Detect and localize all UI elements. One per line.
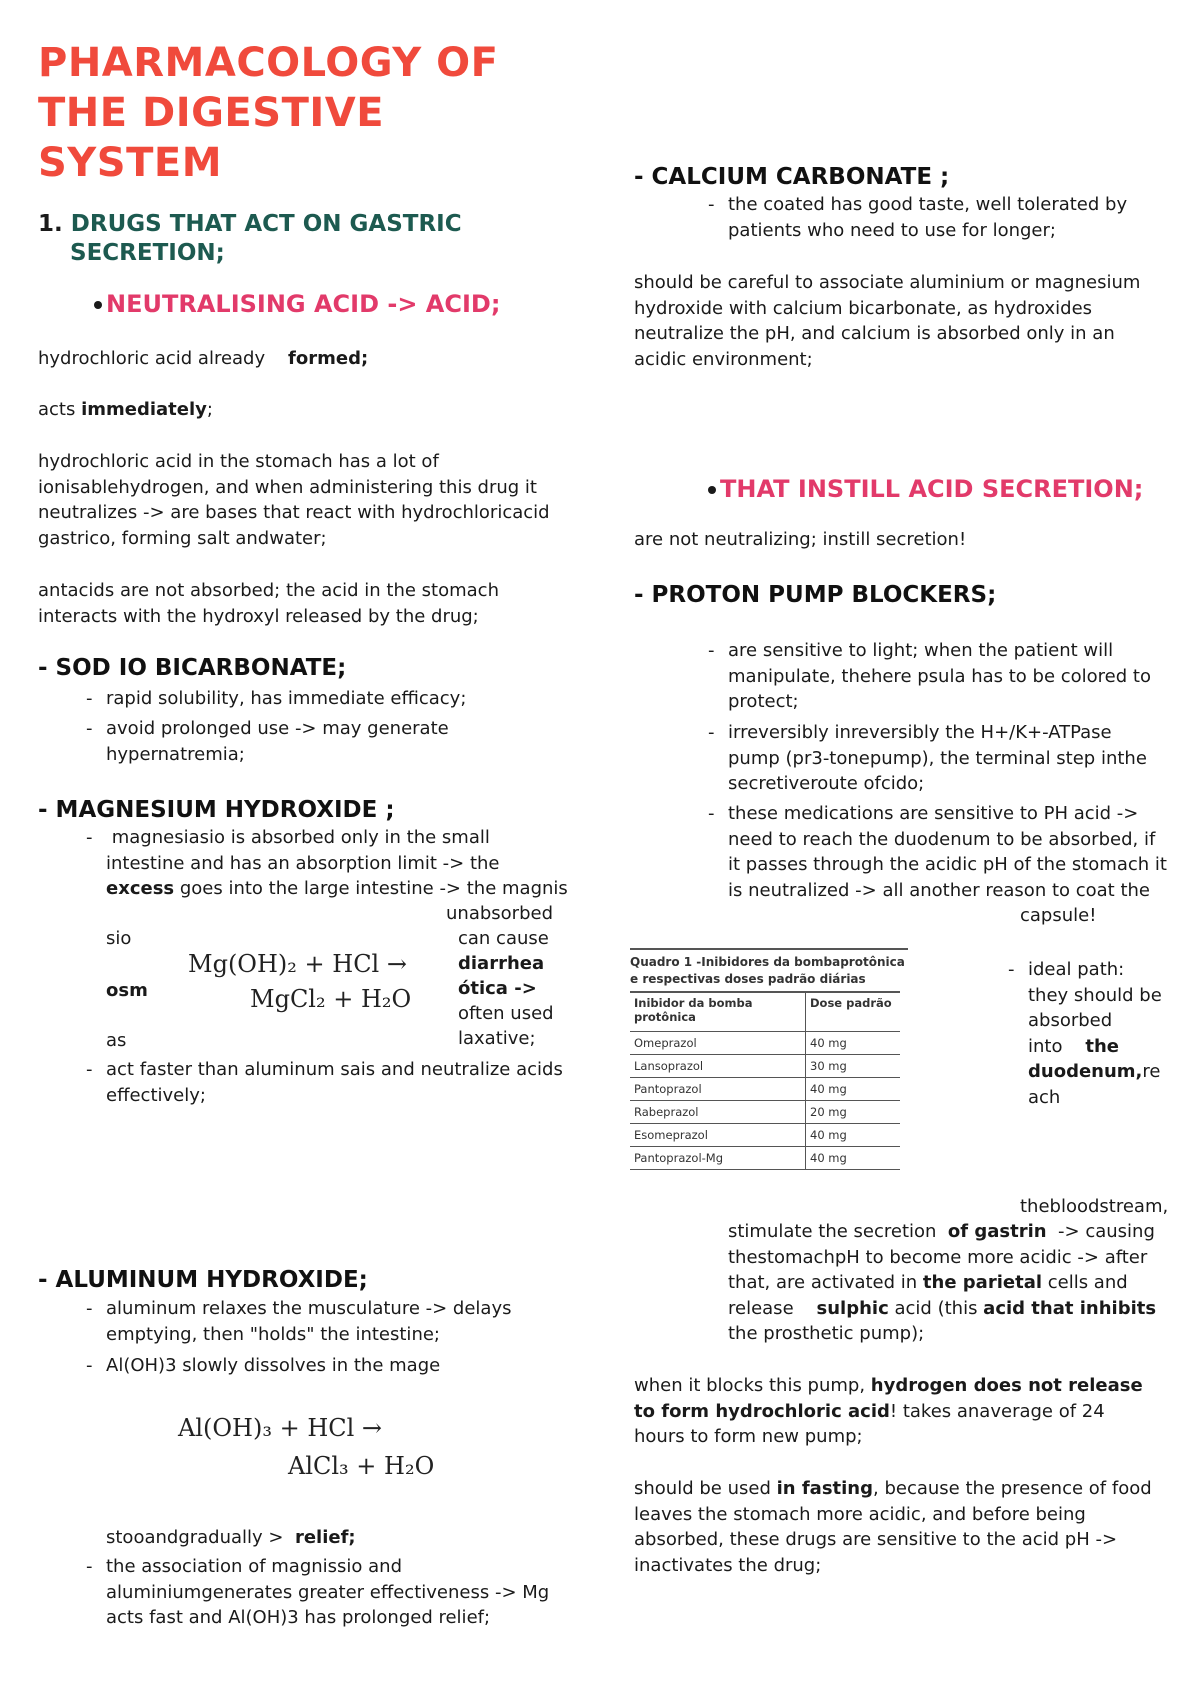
dash: - [86,1298,93,1319]
relief-text: stooandgradually > [106,1527,284,1548]
cont-text: that, are activated in [728,1272,923,1293]
cont-bold: sulphic [816,1297,889,1319]
table-cell: 30 mg [806,1055,901,1078]
calcium-paragraph [634,270,1140,372]
table-cell: 40 mg [806,1078,901,1101]
ppi-b3-line: it passes through the acidic pH of the stomach it [728,854,1167,875]
aluminum-bullet-3 [106,1554,549,1631]
dash: - [708,640,715,661]
page-title: PHARMACOLOGY OF THE DIGESTIVE SYSTEM [38,40,499,186]
mg-left-line: sio [106,928,132,949]
ppi-p1-bold: hydrogen does not release [870,1375,1143,1396]
calcium-bullet-1 [728,192,1127,243]
sodio-b2-line: avoid prolonged use -> may generate [106,718,449,739]
mg-right-line: unabsorbed [446,903,553,924]
p2-end: ; [206,399,213,420]
table-cell: Pantoprazol [630,1078,806,1101]
table-cell: Rabeprazol [630,1101,806,1124]
ppi-bloodstream: thebloodstream, [1020,1196,1169,1217]
ppi-paragraph-2 [634,1476,1194,1578]
p3-line: ionisablehydrogen, and when administering this drug it [38,476,537,498]
table-header-row [630,992,900,1032]
dash: - [86,1059,93,1080]
mg-right-line [458,976,537,1002]
cont-bold: of gastrin [947,1221,1047,1242]
ppi-p1-line: hours to form new pump; [634,1426,863,1447]
al-b1-line: aluminum relaxes the musculature -> delays [106,1298,512,1319]
table-row [630,1032,900,1055]
aluminum-bullet-1 [106,1296,511,1347]
p1-text: hydrochloric acid already [38,348,266,369]
calcium-heading: - CALCIUM CARBONATE ; [634,164,950,190]
mg-right-line: diarrhea [458,953,545,974]
mg-right-line: can cause [458,928,549,949]
cont-line: thestomachpH to become more acidic -> after [728,1246,1148,1268]
section-heading-line1: DRUGS THAT ACT ON GASTRIC [70,211,462,237]
instill-heading [708,475,1143,503]
cont-text: cells and [1042,1272,1128,1293]
table-caption [630,948,908,988]
cont-text: acid (this [888,1297,984,1319]
mg-left-line: osm [106,980,148,1001]
instill-heading-text: THAT INSTILL ACID SECRETION; [720,475,1144,503]
section-number: 1. [38,211,63,237]
dash: - [708,722,715,743]
ca-p-line: hydroxide with calcium bicarbonate, as hydroxides [634,297,1093,319]
table-row [630,1078,900,1101]
table-cell: Pantoprazol-Mg [630,1147,806,1170]
neutralising-p2 [38,397,213,423]
ppi-p2-text: , because the presence of food [873,1478,1152,1499]
al-formula-line1: Al(OH)₃ + HCl → [178,1414,383,1442]
aluminum-heading: - ALUMINUM HYDROXIDE; [38,1267,368,1293]
aluminum-bullet-2: Al(OH)3 slowly dissolves in the mage [106,1355,441,1376]
ideal-the: the [1085,1035,1120,1057]
dash: - [86,1355,93,1376]
sodio-heading: - SOD IO BICARBONATE; [38,655,347,681]
cont-text: release [728,1297,794,1319]
ppi-heading: - PROTON PUMP BLOCKERS; [634,582,997,608]
ppi-paragraph-1 [634,1373,1194,1450]
magnesium-heading: - MAGNESIUM HYDROXIDE ; [38,797,395,823]
ppi-b3-line: is neutralized -> all another reason to coat the [728,879,1150,901]
table-row [630,1124,900,1147]
neutralising-p4 [38,578,499,629]
p4-line: interacts with the hydroxyl released by the drug; [38,605,479,627]
ppi-p2-line: inactivates the drug; [634,1554,822,1576]
table-caption-line: Quadro 1 -Inibidores da bombaprotônica [630,955,905,969]
table-header-cell: Inibidor da bomba protônica [630,992,806,1032]
cont-line: the prosthetic pump); [728,1323,925,1344]
mg-b2-line: effectively; [106,1084,206,1106]
ca-p-line: neutralize the pH, and calcium is absorbed only in an [634,323,1115,344]
ppi-b3-end: capsule! [1020,905,1097,926]
table-header-cell: Dose padrão [806,992,901,1032]
p3-line: neutralizes -> are bases that react with hydrochloricacid [38,502,550,523]
ppi-b2-line: secretiveroute ofcido; [728,773,925,794]
ppi-b2-line: irreversibly inreversibly the H+/K+-ATPase [728,722,1112,743]
magnesium-bullet-2 [106,1057,563,1108]
ppi-p1-text: ! takes anaverage of 24 [889,1400,1105,1422]
mg-line: goes into the large intestine -> the magnis [174,878,568,899]
ideal-line: ideal path: [1028,959,1125,980]
mg-formula-line2: MgCl₂ + H₂O [250,985,412,1013]
cont-text: stimulate the secretion [728,1221,937,1242]
mg-bold: excess [106,878,175,899]
section-heading [38,210,462,239]
mg-formula-line1: Mg(OH)₂ + HCl → [188,950,407,978]
dash: - [1008,959,1015,980]
al-b3-line: the association of magnissio and [106,1556,403,1577]
mg-right-line: laxative; [458,1028,536,1049]
al-b3-line: aluminiumgenerates greater effectiveness -> Mg [106,1581,550,1603]
mg-right-line: often used [458,1003,554,1024]
ppi-table-figure [630,948,908,1170]
mg-left-line: as [106,1030,127,1051]
ppi-p1-text: when it blocks this pump, [634,1375,871,1396]
p3-line: gastrico, forming salt andwater; [38,527,327,549]
ppi-bullet-3 [728,801,1188,903]
p2-text: acts [38,399,82,420]
table-row [630,1055,900,1078]
ideal-into: into [1028,1035,1063,1057]
ideal-path [1028,957,1198,1110]
mg-line: intestine and has an absorption limit -> the [106,852,500,874]
ca-b1-line: patients who need to use for longer; [728,219,1056,241]
dash: - [86,1556,93,1577]
dash: - [86,827,93,848]
ppi-p2-text: should be used [634,1478,777,1499]
ppi-p2-line: leaves the stomach more acidic, and before being [634,1503,1086,1525]
dash: - [86,688,93,709]
neutralising-heading [94,290,500,318]
table-cell: Esomeprazol [630,1124,806,1147]
table-row [630,1147,900,1170]
ppi-p2-line: absorbed, these drugs are sensitive to the acid pH -> [634,1529,1118,1550]
ppi-p1-bold: to form hydrochloric acid [634,1400,890,1422]
p2-bold: immediately [81,399,207,420]
ppi-continuation [728,1219,1188,1347]
table-cell: Lansoprazol [630,1055,806,1078]
ca-b1-line: the coated has good taste, well tolerated by [728,194,1128,215]
dash: - [86,718,93,739]
mg-line: magnesiasio is absorbed only in the small [111,827,490,848]
dash: - [708,194,715,215]
al-b3-line: acts fast and Al(OH)3 has prolonged relief; [106,1607,491,1628]
ppi-table [630,991,900,1170]
instill-paragraph: are not neutralizing; instill secretion! [634,529,967,550]
sodio-bullet-1: rapid solubility, has immediate efficacy; [106,688,467,709]
bullet-icon [708,486,716,494]
neutralising-heading-text: NEUTRALISING ACID -> ACID; [106,290,501,318]
cont-text: -> causing [1058,1221,1155,1242]
mg-b2-line: act faster than aluminum sais and neutralize acids [106,1059,563,1080]
ca-p-line: should be careful to associate aluminium or magnesium [634,272,1141,293]
ppi-p2-bold: in fasting [776,1478,874,1499]
dash: - [708,803,715,824]
ppi-b3-line: need to reach the duodenum to be absorbed, if [728,828,1156,850]
table-cell: 40 mg [806,1124,901,1147]
ppi-b1-line: are sensitive to light; when the patient will [728,640,1114,661]
sodio-bullet-2 [106,716,449,767]
ideal-line: absorbed [1028,1010,1113,1031]
al-formula-line2: AlCl₃ + H₂O [288,1452,435,1480]
aluminum-relief [106,1525,356,1551]
neutralising-p3 [38,449,578,551]
p4-line: antacids are not absorbed; the acid in the stomach [38,580,499,601]
ppi-b1-line: protect; [728,691,799,712]
relief-bold: relief; [294,1527,356,1548]
table-cell: 20 mg [806,1101,901,1124]
table-cell: 40 mg [806,1032,901,1055]
table-cell: Omeprazol [630,1032,806,1055]
table-row [630,1101,900,1124]
bullet-icon [94,301,102,309]
ideal-re: re [1142,1061,1161,1082]
ppi-b2-line: pump (pr3-tonepump), the terminal step inthe [728,747,1147,769]
ppi-b1-line: manipulate, thehere psula has to be colored to [728,665,1151,687]
ppi-b3-line: these medications are sensitive to PH acid -> [728,803,1139,824]
p3-line: hydrochloric acid in the stomach has a lot of [38,451,439,472]
ideal-duodenum: duodenum, [1028,1061,1143,1082]
p1-bold: formed; [288,348,369,369]
cont-bold: the parietal [922,1272,1043,1293]
sodio-b2-line: hypernatremia; [106,743,245,765]
magnesium-bullet-1 [106,825,586,902]
ppi-bullet-2 [728,720,1147,797]
table-caption-line: e respectivas doses padrão diárias [630,972,866,986]
section-heading-line2: SECRETION; [70,240,225,266]
table-cell: 40 mg [806,1147,901,1170]
ppi-bullet-1 [728,638,1151,715]
ideal-line: they should be [1028,984,1162,1006]
neutralising-p1 [38,346,368,372]
ca-p-line: acidic environment; [634,348,813,370]
cont-bold: acid that inhibits [983,1297,1157,1319]
mg-otica: ótica -> [458,978,537,999]
al-b1-line: emptying, then "holds" the intestine; [106,1323,440,1345]
ideal-ach: ach [1028,1086,1061,1108]
